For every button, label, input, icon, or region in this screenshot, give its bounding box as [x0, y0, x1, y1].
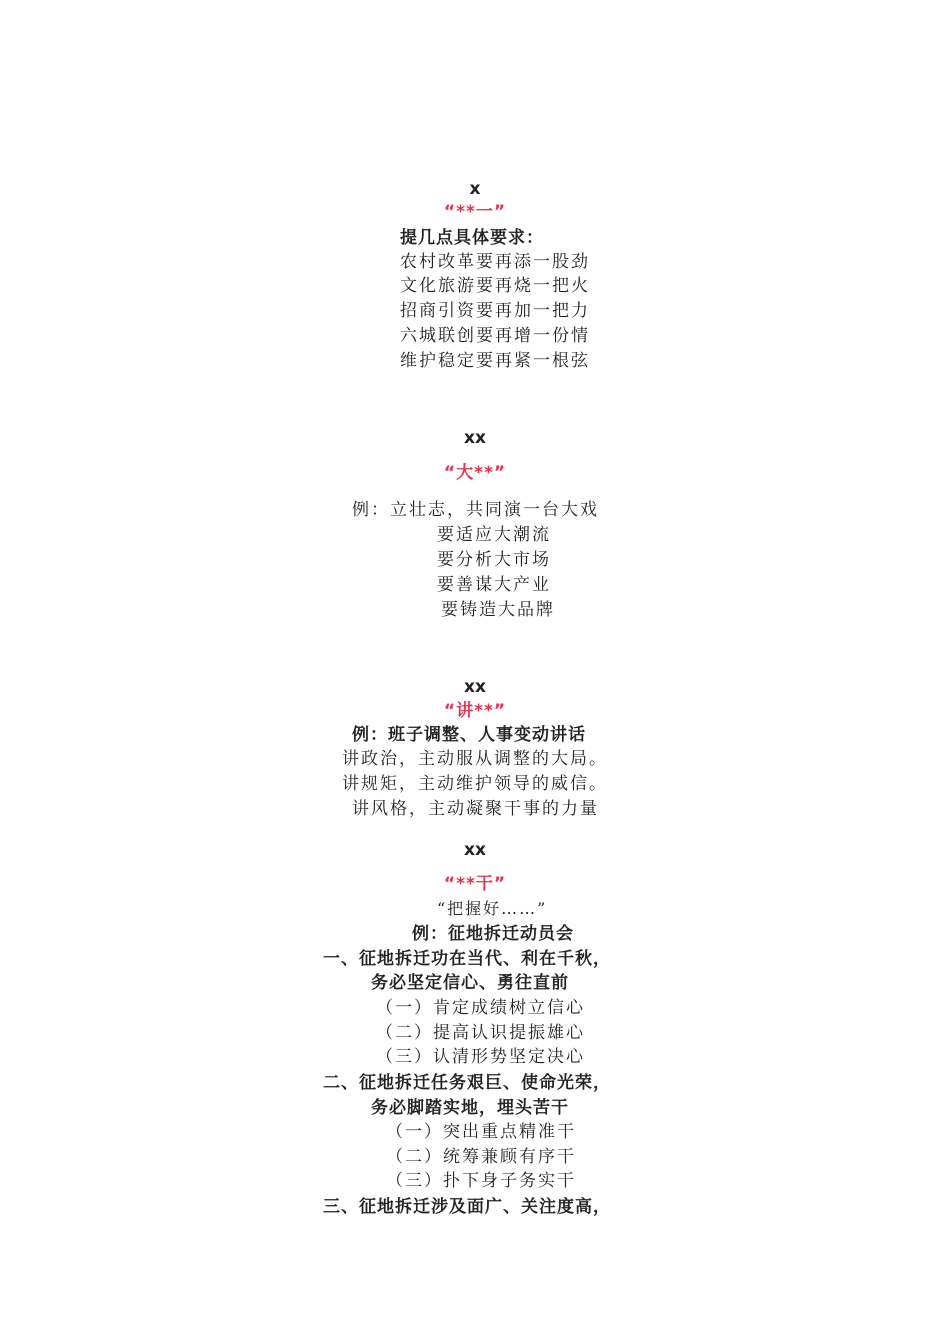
section-3-intro: 例：班子调整、人事变动讲话 [352, 725, 586, 745]
section-2-title: “大**” [443, 463, 507, 483]
section-3-line: 讲政治，主动服从调整的大局。 [342, 749, 608, 769]
section-2-line: 要适应大潮流 [437, 525, 551, 545]
section-4-heading-1-cont: 务必坚定信心、勇往直前 [371, 973, 569, 993]
section-2-marker: xx [464, 428, 486, 448]
section-4-subitem: （二）统筹兼顾有序干 [386, 1147, 576, 1167]
section-4-heading-3: 三、征地拆迁涉及面广、关注度高， [323, 1197, 611, 1217]
section-4-subtitle: “把握好……” [437, 899, 548, 918]
section-4-subitem: （三）认清形势坚定决心 [376, 1047, 585, 1067]
section-4-subitem: （三）扑下身子务实干 [386, 1171, 576, 1191]
section-4-subitem: （二）提高认识提振雄心 [376, 1023, 585, 1043]
section-2-line: 要铸造大品牌 [441, 600, 555, 620]
section-3-marker: xx [464, 677, 486, 697]
section-4-heading-1: 一、征地拆迁功在当代、利在千秋， [323, 949, 611, 969]
section-2-line: 要善谋大产业 [437, 575, 551, 595]
section-4-subitem: （一）突出重点精准干 [386, 1122, 576, 1142]
section-2-intro: 例：立壮志，共同演一台大戏 [352, 500, 599, 520]
section-1-line: 维护稳定要再紧一根弦 [400, 351, 590, 371]
section-2-line: 要分析大市场 [437, 550, 551, 570]
section-1-line: 农村改革要再添一股劲 [400, 252, 590, 272]
section-3-line: 讲风格，主动凝聚干事的力量 [352, 799, 599, 819]
section-1-line: 招商引资要再加一把力 [400, 301, 590, 321]
section-4-marker: xx [464, 840, 486, 860]
section-1-line: 文化旅游要再烧一把火 [400, 276, 590, 296]
section-1-title: “**一” [443, 202, 507, 222]
section-3-line: 讲规矩，主动维护领导的威信。 [342, 774, 608, 794]
section-1-line: 六城联创要再增一份情 [400, 326, 590, 346]
section-4-title: “**干” [443, 874, 507, 894]
section-3-title: “讲**” [443, 701, 507, 721]
section-1-marker: x [469, 179, 481, 199]
section-4-subitem: （一）肯定成绩树立信心 [376, 998, 585, 1018]
section-1-intro: 提几点具体要求： [400, 228, 544, 248]
section-4-intro: 例：征地拆迁动员会 [412, 924, 574, 944]
section-4-heading-2-cont: 务必脚踏实地，埋头苦干 [371, 1098, 569, 1118]
section-4-heading-2: 二、征地拆迁任务艰巨、使命光荣， [323, 1073, 611, 1093]
